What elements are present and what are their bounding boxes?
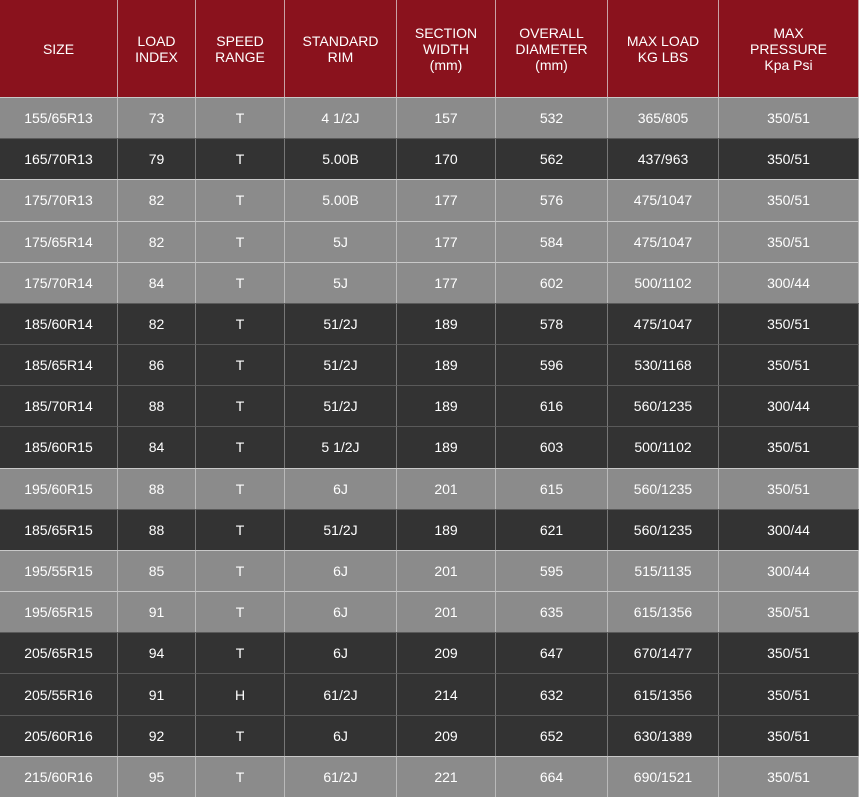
cell-standard-rim: 51/2J <box>285 509 397 550</box>
cell-section-width: 214 <box>397 673 496 714</box>
cell-max-load: 630/1389 <box>608 715 719 756</box>
cell-size: 205/60R16 <box>0 715 118 756</box>
cell-overall-diameter: 616 <box>496 385 608 426</box>
cell-overall-diameter: 602 <box>496 262 608 303</box>
cell-load-index: 88 <box>118 509 196 550</box>
cell-speed-range: H <box>196 673 285 714</box>
cell-max-pressure: 300/44 <box>719 509 859 550</box>
cell-max-load: 500/1102 <box>608 426 719 467</box>
header-overall-diameter: OVERALL DIAMETER (mm) <box>496 0 608 97</box>
cell-section-width: 201 <box>397 591 496 632</box>
cell-overall-diameter: 562 <box>496 138 608 179</box>
cell-overall-diameter: 615 <box>496 468 608 509</box>
cell-section-width: 189 <box>397 385 496 426</box>
cell-max-pressure: 350/51 <box>719 426 859 467</box>
cell-max-load: 560/1235 <box>608 385 719 426</box>
cell-load-index: 85 <box>118 550 196 591</box>
cell-standard-rim: 5J <box>285 221 397 262</box>
cell-load-index: 84 <box>118 426 196 467</box>
cell-max-pressure: 300/44 <box>719 385 859 426</box>
cell-size: 175/70R13 <box>0 179 118 220</box>
cell-overall-diameter: 647 <box>496 632 608 673</box>
cell-max-load: 615/1356 <box>608 673 719 714</box>
cell-size: 185/65R14 <box>0 344 118 385</box>
cell-section-width: 157 <box>397 97 496 138</box>
cell-max-pressure: 300/44 <box>719 550 859 591</box>
cell-size: 195/55R15 <box>0 550 118 591</box>
cell-load-index: 91 <box>118 591 196 632</box>
cell-speed-range: T <box>196 426 285 467</box>
cell-max-pressure: 350/51 <box>719 179 859 220</box>
cell-max-load: 615/1356 <box>608 591 719 632</box>
cell-standard-rim: 5J <box>285 262 397 303</box>
cell-size: 175/65R14 <box>0 221 118 262</box>
cell-max-load: 530/1168 <box>608 344 719 385</box>
cell-load-index: 73 <box>118 97 196 138</box>
cell-size: 175/70R14 <box>0 262 118 303</box>
header-max-pressure: MAX PRESSURE Kpa Psi <box>719 0 859 97</box>
cell-speed-range: T <box>196 97 285 138</box>
header-load-index: LOAD INDEX <box>118 0 196 97</box>
cell-size: 195/60R15 <box>0 468 118 509</box>
cell-overall-diameter: 532 <box>496 97 608 138</box>
cell-max-load: 475/1047 <box>608 221 719 262</box>
cell-speed-range: T <box>196 591 285 632</box>
cell-speed-range: T <box>196 344 285 385</box>
cell-max-pressure: 350/51 <box>719 632 859 673</box>
cell-overall-diameter: 584 <box>496 221 608 262</box>
cell-section-width: 189 <box>397 344 496 385</box>
cell-section-width: 209 <box>397 715 496 756</box>
cell-section-width: 209 <box>397 632 496 673</box>
cell-max-pressure: 350/51 <box>719 673 859 714</box>
cell-max-load: 475/1047 <box>608 303 719 344</box>
cell-section-width: 177 <box>397 262 496 303</box>
cell-overall-diameter: 595 <box>496 550 608 591</box>
cell-speed-range: T <box>196 179 285 220</box>
cell-size: 155/65R13 <box>0 97 118 138</box>
cell-standard-rim: 6J <box>285 591 397 632</box>
cell-load-index: 88 <box>118 468 196 509</box>
cell-load-index: 95 <box>118 756 196 797</box>
cell-standard-rim: 6J <box>285 632 397 673</box>
cell-section-width: 221 <box>397 756 496 797</box>
cell-speed-range: T <box>196 262 285 303</box>
cell-standard-rim: 51/2J <box>285 344 397 385</box>
cell-section-width: 189 <box>397 509 496 550</box>
cell-max-load: 365/805 <box>608 97 719 138</box>
cell-max-pressure: 350/51 <box>719 715 859 756</box>
cell-load-index: 91 <box>118 673 196 714</box>
cell-standard-rim: 51/2J <box>285 385 397 426</box>
cell-max-load: 560/1235 <box>608 509 719 550</box>
header-max-load: MAX LOAD KG LBS <box>608 0 719 97</box>
cell-standard-rim: 5.00B <box>285 179 397 220</box>
cell-speed-range: T <box>196 138 285 179</box>
cell-overall-diameter: 632 <box>496 673 608 714</box>
cell-load-index: 79 <box>118 138 196 179</box>
cell-section-width: 201 <box>397 550 496 591</box>
cell-max-load: 500/1102 <box>608 262 719 303</box>
header-section-width: SECTION WIDTH (mm) <box>397 0 496 97</box>
cell-standard-rim: 61/2J <box>285 756 397 797</box>
cell-section-width: 189 <box>397 303 496 344</box>
cell-overall-diameter: 596 <box>496 344 608 385</box>
cell-overall-diameter: 664 <box>496 756 608 797</box>
cell-max-load: 690/1521 <box>608 756 719 797</box>
cell-section-width: 177 <box>397 221 496 262</box>
cell-standard-rim: 5 1/2J <box>285 426 397 467</box>
cell-standard-rim: 4 1/2J <box>285 97 397 138</box>
cell-standard-rim: 6J <box>285 550 397 591</box>
cell-section-width: 170 <box>397 138 496 179</box>
cell-size: 185/60R14 <box>0 303 118 344</box>
cell-size: 185/70R14 <box>0 385 118 426</box>
cell-max-load: 670/1477 <box>608 632 719 673</box>
cell-section-width: 177 <box>397 179 496 220</box>
cell-max-pressure: 350/51 <box>719 756 859 797</box>
cell-size: 195/65R15 <box>0 591 118 632</box>
cell-load-index: 86 <box>118 344 196 385</box>
cell-overall-diameter: 635 <box>496 591 608 632</box>
cell-max-load: 437/963 <box>608 138 719 179</box>
cell-load-index: 82 <box>118 179 196 220</box>
cell-speed-range: T <box>196 303 285 344</box>
cell-standard-rim: 6J <box>285 715 397 756</box>
cell-standard-rim: 51/2J <box>285 303 397 344</box>
cell-max-pressure: 350/51 <box>719 468 859 509</box>
cell-size: 215/60R16 <box>0 756 118 797</box>
cell-speed-range: T <box>196 385 285 426</box>
cell-size: 185/65R15 <box>0 509 118 550</box>
cell-max-pressure: 350/51 <box>719 221 859 262</box>
cell-speed-range: T <box>196 632 285 673</box>
cell-load-index: 82 <box>118 303 196 344</box>
header-size: SIZE <box>0 0 118 97</box>
cell-size: 205/65R15 <box>0 632 118 673</box>
header-standard-rim: STANDARD RIM <box>285 0 397 97</box>
cell-section-width: 189 <box>397 426 496 467</box>
cell-load-index: 94 <box>118 632 196 673</box>
cell-speed-range: T <box>196 509 285 550</box>
header-speed-range: SPEED RANGE <box>196 0 285 97</box>
cell-size: 205/55R16 <box>0 673 118 714</box>
cell-speed-range: T <box>196 550 285 591</box>
cell-load-index: 92 <box>118 715 196 756</box>
cell-load-index: 88 <box>118 385 196 426</box>
cell-overall-diameter: 578 <box>496 303 608 344</box>
cell-speed-range: T <box>196 221 285 262</box>
cell-overall-diameter: 603 <box>496 426 608 467</box>
cell-standard-rim: 61/2J <box>285 673 397 714</box>
cell-max-pressure: 300/44 <box>719 262 859 303</box>
cell-load-index: 82 <box>118 221 196 262</box>
cell-standard-rim: 5.00B <box>285 138 397 179</box>
cell-overall-diameter: 652 <box>496 715 608 756</box>
cell-max-load: 475/1047 <box>608 179 719 220</box>
cell-max-load: 560/1235 <box>608 468 719 509</box>
cell-max-pressure: 350/51 <box>719 303 859 344</box>
cell-max-pressure: 350/51 <box>719 97 859 138</box>
cell-speed-range: T <box>196 756 285 797</box>
cell-speed-range: T <box>196 468 285 509</box>
cell-overall-diameter: 621 <box>496 509 608 550</box>
cell-load-index: 84 <box>118 262 196 303</box>
cell-max-pressure: 350/51 <box>719 591 859 632</box>
cell-max-pressure: 350/51 <box>719 138 859 179</box>
cell-standard-rim: 6J <box>285 468 397 509</box>
cell-size: 185/60R15 <box>0 426 118 467</box>
cell-size: 165/70R13 <box>0 138 118 179</box>
cell-max-pressure: 350/51 <box>719 344 859 385</box>
cell-max-load: 515/1135 <box>608 550 719 591</box>
cell-speed-range: T <box>196 715 285 756</box>
cell-overall-diameter: 576 <box>496 179 608 220</box>
cell-section-width: 201 <box>397 468 496 509</box>
